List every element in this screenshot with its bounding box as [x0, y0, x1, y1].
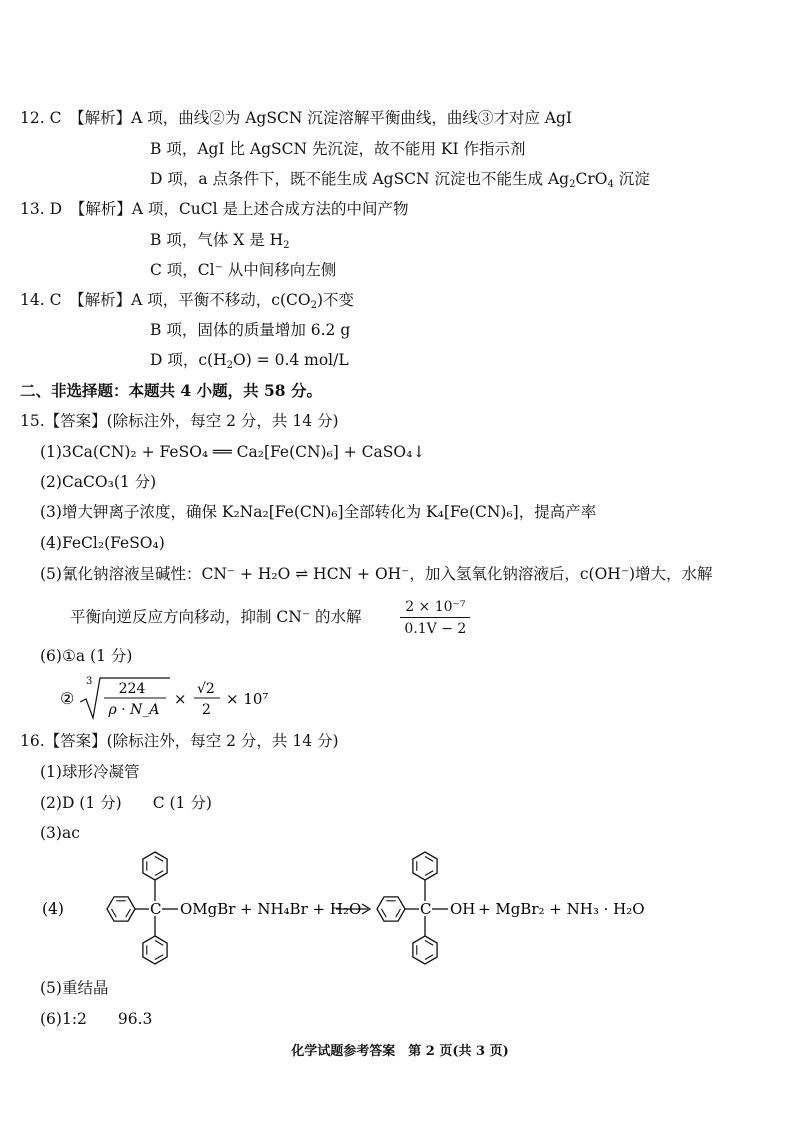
triphenylmethanol [377, 852, 475, 964]
products-text: + MgBr₂ + NH₃ · H₂O [478, 900, 645, 918]
q16-item-2: (2)D (1 分) C (1 分) [40, 794, 212, 812]
q14-line-d [150, 350, 349, 376]
q14-d-sub: 2 [226, 360, 233, 371]
q15-header: 15.【答案】(除标注外，每空 2 分，共 14 分) [20, 412, 339, 430]
q13-b-pre: B 项，气体 X 是 H [150, 231, 284, 249]
q15-frac-numerator: 2 × 10⁻⁷ [400, 598, 470, 618]
q13-b-sub: 2 [283, 240, 290, 251]
q15-fraction [400, 598, 470, 638]
sqrt2-denominator: 2 [202, 702, 211, 718]
q12-d-post: 沉淀 [613, 170, 650, 188]
q15-item-4: (4)FeCl₂(FeSO₄) [40, 534, 165, 552]
q15-item-2: (2)CaCO₃(1 分) [40, 473, 157, 491]
oh-group: OH [450, 900, 476, 918]
q16-header: 16.【答案】(除标注外，每空 2 分，共 14 分) [20, 732, 339, 750]
q15-item-1: (1)3Ca(CN)₂ + FeSO₄ ══ Ca₂[Fe(CN)₆] + CaSO₄↓ [40, 443, 426, 461]
q12-line-a: 12. C 【解析】A 项，曲线②为 AgSCN 沉淀溶解平衡曲线，曲线③才对应 AgI [20, 109, 572, 127]
omgbr-group: OMgBr [180, 900, 236, 918]
phenyl-side-left [107, 897, 135, 921]
central-carbon-left: C [150, 900, 162, 918]
q13-line-c: C 项，Cl⁻ 从中间移向左侧 [150, 261, 337, 279]
q15-frac-denominator: 0.1V − 2 [404, 621, 467, 637]
reactants-plus: + NH₄Br + H₂O [240, 900, 362, 918]
sqrt2-numerator: √2 [197, 681, 215, 697]
q15-item-5: (5)氰化钠溶液呈碱性：CN⁻ + H₂O ⇌ HCN + OH⁻，加入氢氧化钠溶液后，c(OH⁻)增大，水解 [40, 565, 713, 583]
q12-d-mid: CrO [575, 170, 608, 188]
phenyl-bottom-left [143, 936, 167, 964]
q14-line-a [20, 290, 354, 316]
phenyl-top-left [143, 852, 167, 880]
phenyl-side-right [377, 897, 405, 921]
q15-item-3: (3)增大钾离子浓度，确保 K₂Na₂[Fe(CN)₆]全部转化为 K₄[Fe(CN)₆]，提高产率 [40, 503, 597, 521]
q16-reaction-scheme [0, 842, 800, 970]
root-numerator: 224 [118, 681, 146, 697]
q15-formula [60, 672, 310, 724]
q14-a-post: )不变 [316, 291, 355, 309]
triphenylmethoxy-magnesium-bromide [107, 852, 236, 964]
q14-a-pre: 14. C 【解析】A 项，平衡不移动，c(CO [20, 291, 311, 309]
q12-d-sub1: 2 [569, 179, 576, 190]
q15-item-5b-text: 平衡向逆反应方向移动，抑制 CN⁻ 的水解 [70, 608, 362, 626]
q14-d-post: O) = 0.4 mol/L [232, 351, 349, 369]
item-4-label: (4) [42, 900, 64, 918]
power-ten: × 10⁷ [226, 690, 269, 708]
page-footer: 化学试题参考答案 第 2 页(共 3 页) [291, 1044, 509, 1059]
phenyl-top-right [413, 852, 437, 880]
phenyl-bottom-right [413, 936, 437, 964]
root-denominator: ρ · N_A [108, 702, 160, 718]
times-sign: × [174, 690, 187, 708]
q14-line-b: B 项，固体的质量增加 6.2 g [150, 321, 351, 339]
section-2-heading: 二、非选择题：本题共 4 小题，共 58 分。 [20, 381, 322, 400]
q13-line-b [150, 230, 290, 256]
q12-line-d [150, 169, 650, 195]
q16-item-1: (1)球形冷凝管 [40, 763, 140, 781]
q16-item-6: (6)1:2 96.3 [40, 1010, 153, 1028]
q13-line-a: 13. D 【解析】A 项，CuCl 是上述合成方法的中间产物 [20, 200, 409, 218]
q16-item-3: (3)ac [40, 824, 80, 842]
root-index: 3 [86, 676, 93, 687]
q12-line-b: B 项，AgI 比 AgSCN 先沉淀，故不能用 KI 作指示剂 [150, 140, 526, 158]
q15-item-6: (6)①a (1 分) [40, 647, 133, 665]
q16-item-5: (5)重结晶 [40, 979, 109, 997]
q14-a-sub: 2 [310, 300, 317, 311]
q12-d-pre: D 项，a 点条件下，既不能生成 AgSCN 沉淀也不能生成 Ag [150, 170, 570, 188]
q14-d-pre: D 项，c(H [150, 351, 227, 369]
formula-label: ② [60, 689, 75, 708]
central-carbon-right: C [420, 900, 432, 918]
q12-d-sub2: 4 [607, 179, 614, 190]
q15-item-5-cont [70, 598, 470, 638]
